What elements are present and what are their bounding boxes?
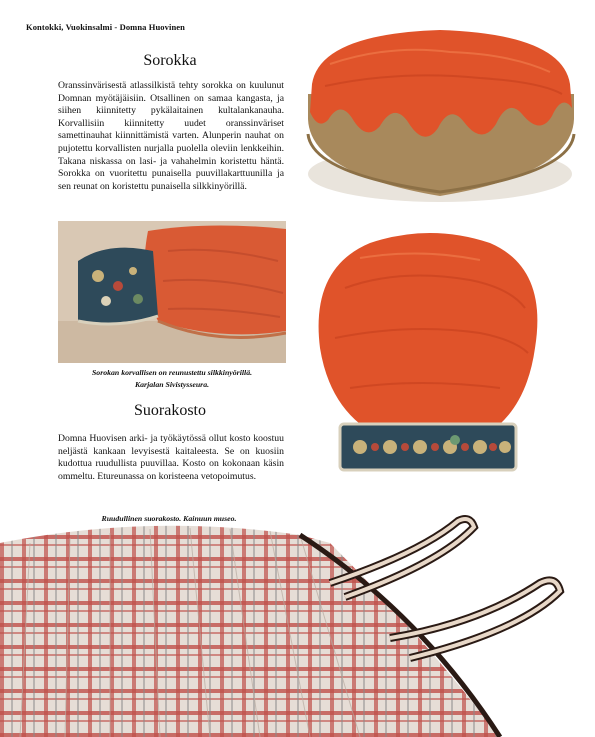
sorokka-front-photo	[300, 24, 578, 204]
sorokka-detail-photo	[58, 221, 286, 363]
caption-line-2: Karjalan Sivistysseura.	[134, 379, 210, 389]
detail-photo-caption	[58, 367, 286, 390]
running-head: Kontokki, Vuokinsalmi - Domna Huovinen	[26, 22, 185, 32]
sorokka-back-photo	[300, 228, 555, 476]
section-heading-suorakosto: Suorakosto	[134, 402, 206, 419]
apron-photo-caption: Ruudullinen suorakosto. Kainuun museo.	[101, 514, 237, 523]
suorakosto-photo	[0, 513, 595, 737]
suorakosto-description: Domna Huovisen arki- ja työkäytössä ollut kosto koostuu neljästä kankaan levyisestä kaitaleesta. Se on kuosiin kudottua ruudullista puuvillaa. Kosto on kokonaan käsin ommeltu. Etureunassa on koristeena vetopoimutus.	[58, 433, 284, 482]
sorokka-description: Oranssinvärisestä atlassilkistä tehty sorokka on kuulunut Domnan myötäjäisiin. Otsallinen on samaa kangasta, ja siihen kiinnitetty pykälaitainen kultalankanauha. Korvallisiin kiinnitetty uudet oranssinväriset samettinauhat kiinnittämistä varten. Alunperin nauhat on pujotettu korvallisten nurjalla puolella oleviin lenkkeihin. Takana niskassa on lasi- ja vahahelmin koristettu häntä. Sorokka on vuoritettu punaisella puuvillakarttuunilla ja sen reunat on koristettu punaisella silkkinyörillä.	[58, 80, 284, 192]
section-heading-sorokka: Sorokka	[143, 52, 197, 69]
caption-line-1: Sorokan korvallisen on reunustettu silkkinyörillä.	[91, 368, 253, 377]
